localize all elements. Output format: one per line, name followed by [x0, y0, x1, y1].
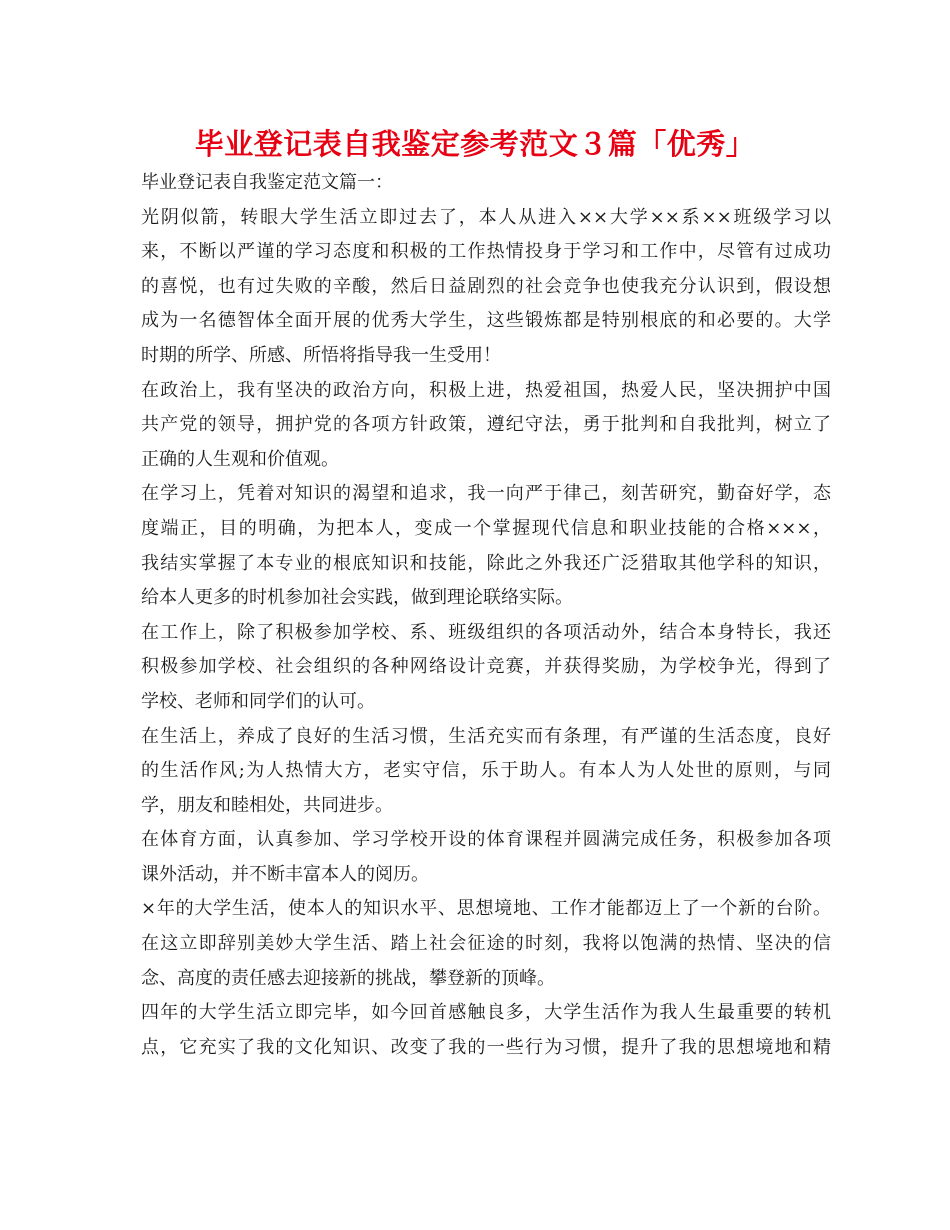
text-line: 我结实掌握了本专业的根底知识和技能，除此之外我还广泛猎取其他学科的知识， [141, 552, 831, 574]
text-line: 学，朋友和睦相处，共同进步。 [141, 794, 393, 816]
text-line: 给本人更多的时机参加社会实践，做到理论联络实际。 [141, 587, 573, 609]
text-line: 时期的所学、所感、所悟将指导我一生受用！ [141, 344, 501, 366]
text-line: 在这立即辞别美妙大学生活、踏上社会征途的时刻，我将以饱满的热情、坚决的信 [141, 933, 831, 955]
text-line: 在体育方面，认真参加、学习学校开设的体育课程并圆满完成任务，积极参加各项 [141, 829, 831, 851]
document-body [141, 166, 831, 1065]
document-title: 毕业登记表自我鉴定参考范文３篇「优秀」 [194, 127, 756, 161]
text-line: 共产党的领导，拥护党的各项方针政策，遵纪守法，勇于批判和自我批判，树立了 [141, 414, 831, 436]
text-line: 光阴似箭，转眼大学生活立即过去了，本人从进入××大学××系××班级学习以 [141, 206, 831, 228]
text-line: ×年的大学生活，使本人的知识水平、思想境地、工作才能都迈上了一个新的台阶。 [141, 898, 831, 920]
text-line: 点，它充实了我的文化知识、改变了我的一些行为习惯，提升了我的思想境地和精 [141, 1036, 831, 1058]
text-line: 的生活作风;为人热情大方，老实守信，乐于助人。有本人为人处世的原则，与同 [141, 760, 831, 782]
text-line: 在生活上，养成了良好的生活习惯，生活充实而有条理，有严谨的生活态度，良好 [141, 725, 831, 747]
text-line: 四年的大学生活立即完毕，如今回首感触良多，大学生活作为我人生最重要的转机 [141, 1002, 831, 1024]
text-line: 在学习上，凭着对知识的渴望和追求，我一向严于律己，刻苦研究，勤奋好学，态 [141, 483, 831, 505]
text-line: 毕业登记表自我鉴定范文篇一： [141, 172, 393, 193]
text-line: 正确的人生观和价值观。 [141, 448, 339, 470]
text-line: 课外活动，并不断丰富本人的阅历。 [141, 863, 429, 885]
text-line: 学校、老师和同学们的认可。 [141, 690, 375, 712]
text-line: 的喜悦，也有过失败的辛酸，然后日益剧烈的社会竞争也使我充分认识到，假设想 [141, 275, 831, 297]
text-line: 在工作上，除了积极参加学校、系、班级组织的各项活动外，结合本身特长，我还 [141, 621, 831, 643]
text-line: 度端正，目的明确，为把本人，变成一个掌握现代信息和职业技能的合格×××， [141, 517, 831, 539]
text-line: 念、高度的责任感去迎接新的挑战，攀登新的顶峰。 [141, 967, 555, 989]
text-line: 成为一名德智体全面开展的优秀大学生，这些锻炼都是特别根底的和必要的。大学 [141, 310, 831, 332]
text-line: 积极参加学校、社会组织的各种网络设计竞赛，并获得奖励，为学校争光，得到了 [141, 656, 831, 678]
text-line: 来，不断以严谨的学习态度和积极的工作热情投身于学习和工作中，尽管有过成功 [141, 241, 831, 263]
text-line: 在政治上，我有坚决的政治方向，积极上进，热爱祖国，热爱人民，坚决拥护中国 [141, 379, 831, 401]
